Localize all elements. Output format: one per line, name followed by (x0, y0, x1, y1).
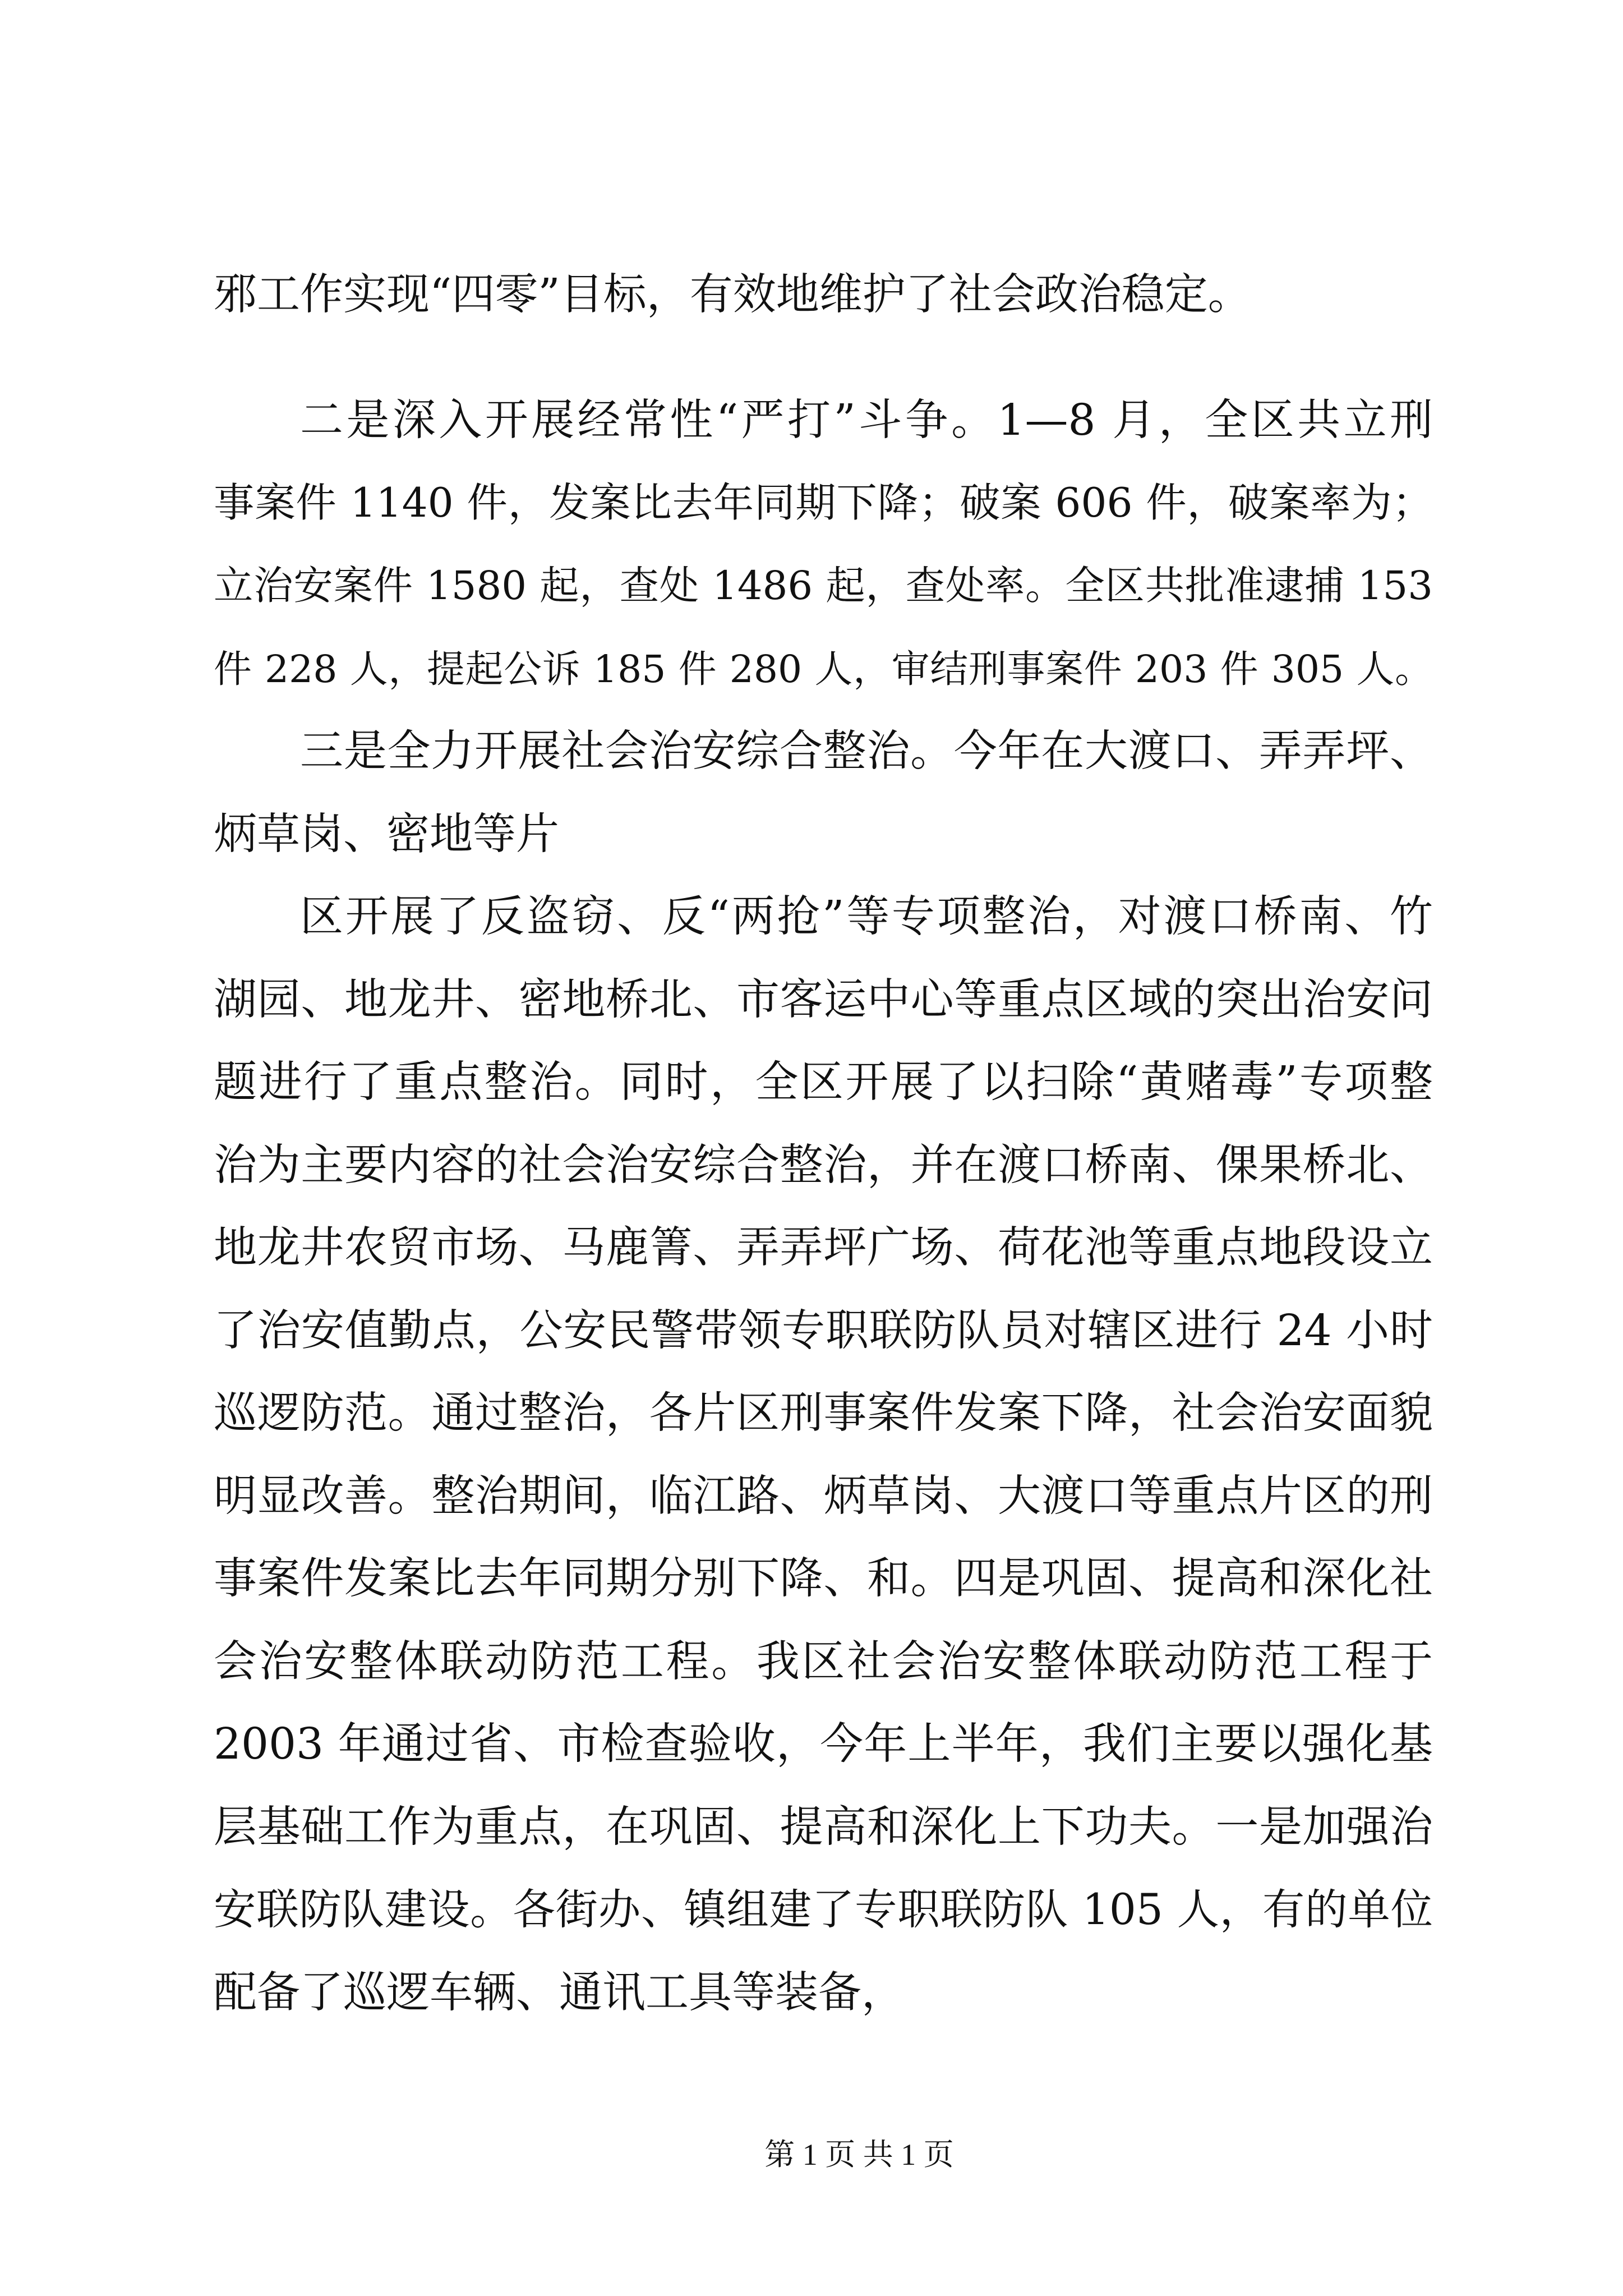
paragraph (214, 379, 1433, 710)
text-line: 层基础工作为重点，在巩固、提高和深化上下功夫。一是加强治 (214, 1802, 1433, 1852)
text-line: 安联防队建设。各街办、镇组建了专职联防队 105 人，有的单位 (214, 1885, 1433, 1934)
text-line: 事案件 1140 件，发案比去年同期下降；破案 606 件，破案率为； (214, 479, 1433, 527)
text-line: 会治安整体联动防范工程。我区社会治安整体联动防范工程于 (214, 1636, 1433, 1687)
text-line: 事案件发案比去年同期分别下降、和。四是巩固、提高和深化社 (214, 1554, 1433, 1604)
text-line: 明显改善。整治期间，临江路、炳草岗、大渡口等重点片区的刑 (214, 1471, 1433, 1521)
text-line: 区开展了反盗窃、反“两抢”等专项整治，对渡口桥南、竹 (300, 892, 1433, 942)
text-line: 题进行了重点整治。同时，全区开展了以扫除“黄赌毒”专项整 (214, 1057, 1433, 1107)
text-line: 邪工作实现“四零”目标，有效地维护了社会政治稳定。 (214, 270, 1251, 320)
text-line: 地龙井农贸市场、马鹿箐、弄弄坪广场、荷花池等重点地段设立 (214, 1223, 1433, 1273)
text-line: 配备了巡逻车辆、通讯工具等装备， (214, 1967, 905, 2018)
paragraph (214, 876, 1433, 2034)
text-line: 湖园、地龙井、密地桥北、市客运中心等重点区域的突出治安问 (214, 974, 1433, 1025)
text-line: 立治安案件 1580 起，查处 1486 起，查处率。全区共批准逮捕 153 (214, 563, 1433, 609)
text-line: 巡逻防范。通过整治，各片区刑事案件发案下降，社会治安面貌 (214, 1388, 1433, 1438)
text-line: 件 228 人，提起公诉 185 件 280 人，审结刑事案件 203 件 305 人。 (214, 646, 1433, 691)
document-body (214, 254, 1433, 2034)
text-line: 三是全力开展社会治安综合整治。今年在大渡口、弄弄坪、 (300, 726, 1433, 776)
text-line: 炳草岗、密地等片 (214, 809, 559, 859)
text-line: 了治安值勤点，公安民警带领专职联防队员对辖区进行 24 小时 (214, 1305, 1433, 1356)
text-line: 二是深入开展经常性“严打”斗争。1—8 月，全区共立刑 (300, 395, 1433, 445)
text-line: 治为主要内容的社会治安综合整治，并在渡口桥南、倮果桥北、 (214, 1140, 1433, 1190)
text-line: 2003 年通过省、市检查验收，今年上半年，我们主要以强化基 (214, 1719, 1433, 1769)
paragraph (214, 710, 1433, 876)
page-number: 第 1 页 共 1 页 (764, 2138, 954, 2171)
paragraph (214, 254, 1433, 337)
